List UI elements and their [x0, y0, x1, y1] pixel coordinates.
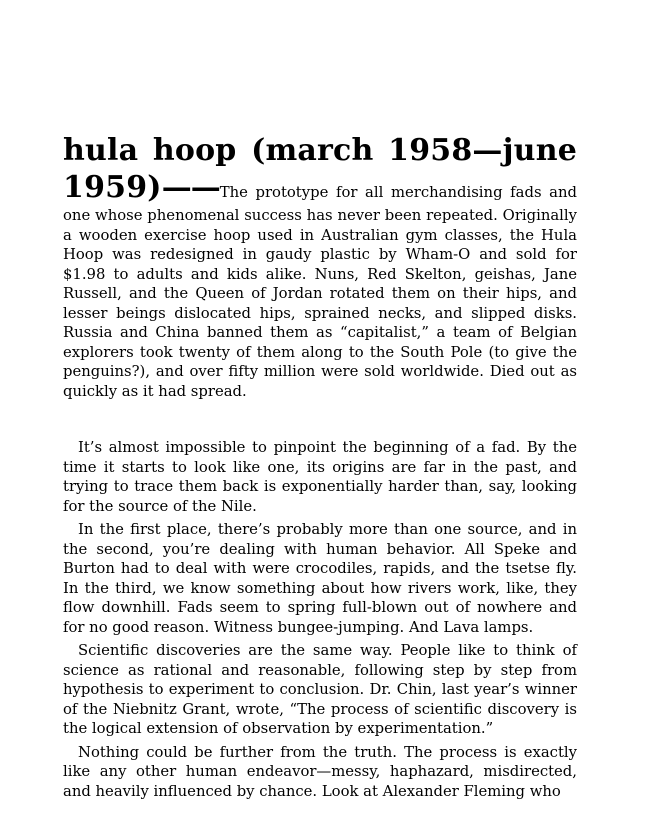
entry-definition: The prototype for all merchandising fads and one whose phenomenal success has never been repeated. Originally a wooden exercise hoop used in Australian gym classes, the Hula Hoop was redesigned in gaudy plastic by Wham-O and sold for $1.98 to adults and kids alike. Nuns, Red Skelton, geishas, Jane Russell, and the Queen of Jordan rotated them on their hips, and lesser beings dislocated hips, sprained necks, and slipped disks. Russia and China banned them as “capitalist,” a team of Belgian explorers took twenty of them along to the South Pole (to give the penguins?), and over fifty million were sold worldwide. Died out as quickly as it had spread. — [63, 184, 577, 400]
body-paragraph: Scientific discoveries are the same way. People like to think of science as rational and reasonable, following step by step from hypothesis to experiment to conclusion. Dr. Chin, last year’s winner of the Niebnitz Grant, wrote, “The process of scientific discovery is the logical extension of observation by experimentation.” — [63, 642, 577, 737]
body-paragraph: Nothing could be further from the truth. The process is exactly like any other human endeavor—messy, haphazard, misdirected, and heavily influenced by chance. Look at Alexander Fleming who — [63, 743, 577, 800]
body-paragraph: It’s almost impossible to pinpoint the beginning of a fad. By the time it starts to look like one, its origins are far in the past, and trying to trace them back is exponentially harder than, say, looking for the source of the Nile. — [63, 439, 577, 515]
entry-dash: —— — [161, 170, 220, 205]
entry-term: hula hoop (march 1958—june 1959) — [63, 133, 577, 205]
text-column — [63, 132, 577, 801]
entry-paragraph — [63, 132, 577, 401]
body-paragraph: In the first place, there’s probably more than one source, and in the second, you’re dealing with human behavior. All Speke and Burton had to deal with were crocodiles, rapids, and the tsetse fly. In the third, we know something about how rivers work, like, they flow downhill. Fads seem to spring full-blown out of nowhere and for no good reason. Witness bungee-jumping. And Lava lamps. — [63, 521, 577, 636]
